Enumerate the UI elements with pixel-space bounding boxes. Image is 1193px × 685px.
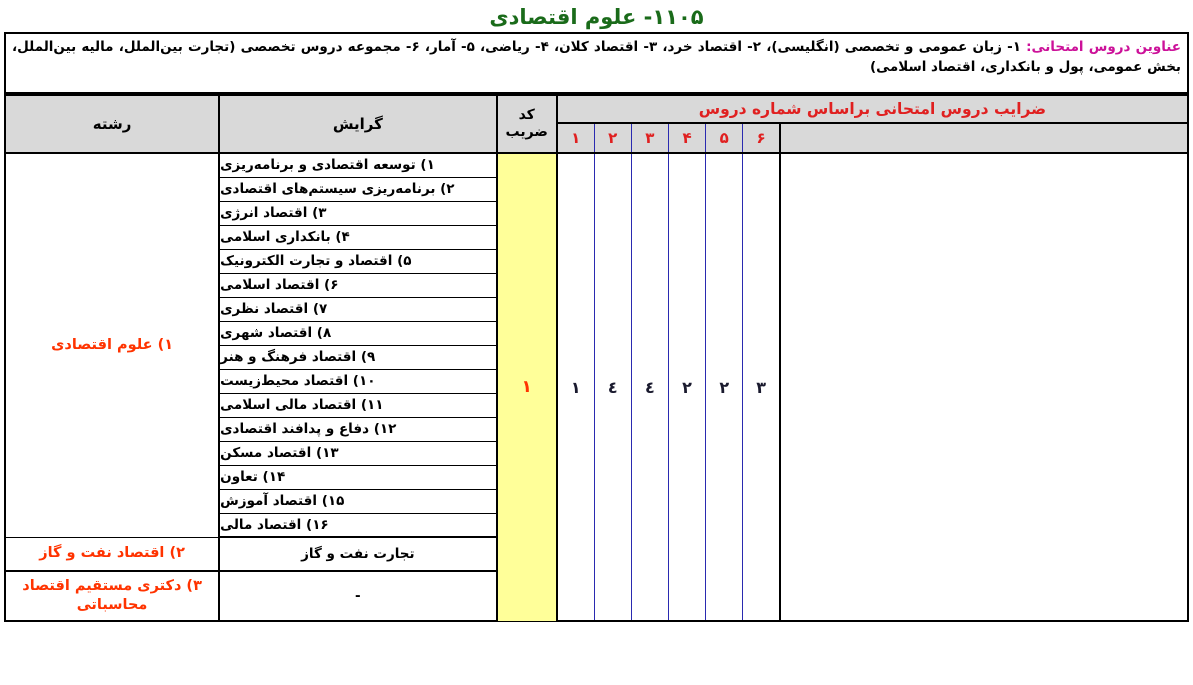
field-cell-1: ۱) علوم اقتصادی (5, 153, 219, 537)
subject-number-header-4: ۴ (668, 123, 705, 153)
specialization-cell-3: ۳) اقتصاد انرژی (219, 201, 496, 225)
specialization-cell-15: ۱۵) اقتصاد آموزش (219, 489, 496, 513)
specialization-cell-7: ۷) اقتصاد نظری (219, 297, 496, 321)
coefficient-code-header-line1: کد (518, 107, 535, 123)
field-header: رشته (5, 95, 219, 153)
specialization-cell-1: ۱) توسعه اقتصادی و برنامه‌ریزی (219, 153, 496, 177)
specialization-cell-5: ۵) اقتصاد و تجارت الکترونیک (219, 249, 496, 273)
specialization-cell-16: ۱۶) اقتصاد مالی (219, 513, 496, 537)
coefficients-table (4, 94, 1189, 622)
exam-subjects-text: ۱- زبان عمومی و تخصصی (انگلیسی)، ۲- اقتصاد خرد، ۳- اقتصاد کلان، ۴- ریاضی، ۵- آمار، ۶- مجموعه دروس تخصصی (تجارت بین‌الملل، مالیه بین‌الملل، بخش عمومی، پول و بانکداری، اقتصاد اسلامی) (12, 39, 1181, 75)
coefficients-title-header: ضرایب دروس امتحانی براساس شماره دروس (557, 95, 1188, 123)
specialization-cell-2: ۲) برنامه‌ریزی سیستم‌های اقتصادی (219, 177, 496, 201)
exam-subjects-label: عناوین دروس امتحانی: (1026, 39, 1182, 55)
specialization-cell-8: ۸) اقتصاد شهری (219, 321, 496, 345)
subject-number-header-5: ۵ (706, 123, 743, 153)
table-header-row-top (5, 95, 1188, 123)
field-cell-3: ۳) دکتری مستقیم اقتصاد محاسباتی (5, 571, 219, 621)
table-row (5, 153, 1188, 177)
specialization-cell-6: ۶) اقتصاد اسلامی (219, 273, 496, 297)
exam-subjects-banner (4, 32, 1189, 94)
field-cell-2: ۲) اقتصاد نفت و گاز (5, 537, 219, 571)
specialization-cell-9: ۹) اقتصاد فرهنگ و هنر (219, 345, 496, 369)
specialization-cell-none: - (219, 571, 496, 621)
coefficient-value-1: ۱ (557, 153, 594, 621)
subject-number-header-6: ۶ (743, 123, 780, 153)
blank-header-cell (780, 123, 1188, 153)
coefficient-value-5: ۲ (706, 153, 743, 621)
coefficient-code-header-line2: ضریب (505, 124, 548, 140)
specialization-cell-13: ۱۳) اقتصاد مسکن (219, 441, 496, 465)
specialization-cell-oil-gas-trade: تجارت نفت و گاز (219, 537, 496, 571)
specialization-cell-14: ۱۴) تعاون (219, 465, 496, 489)
subject-number-header-2: ۲ (594, 123, 631, 153)
notes-blank-cell (780, 153, 1188, 621)
specialization-header: گرایش (219, 95, 496, 153)
coefficient-value-6: ۳ (743, 153, 780, 621)
subject-number-header-3: ۳ (631, 123, 668, 153)
coefficient-value-3: ٤ (631, 153, 668, 621)
coefficient-value-2: ٤ (594, 153, 631, 621)
page-title: ۱۱۰۵- علوم اقتصادی (489, 5, 704, 29)
specialization-cell-10: ۱۰) اقتصاد محیط‌زیست (219, 369, 496, 393)
subject-number-header-1: ۱ (557, 123, 594, 153)
coefficient-value-4: ۲ (668, 153, 705, 621)
specialization-cell-12: ۱۲) دفاع و پدافند اقتصادی (219, 417, 496, 441)
specialization-cell-4: ۴) بانکداری اسلامی (219, 225, 496, 249)
coefficient-code-value: ۱ (497, 153, 557, 621)
specialization-cell-11: ۱۱) اقتصاد مالی اسلامی (219, 393, 496, 417)
coefficient-code-header (497, 95, 557, 153)
